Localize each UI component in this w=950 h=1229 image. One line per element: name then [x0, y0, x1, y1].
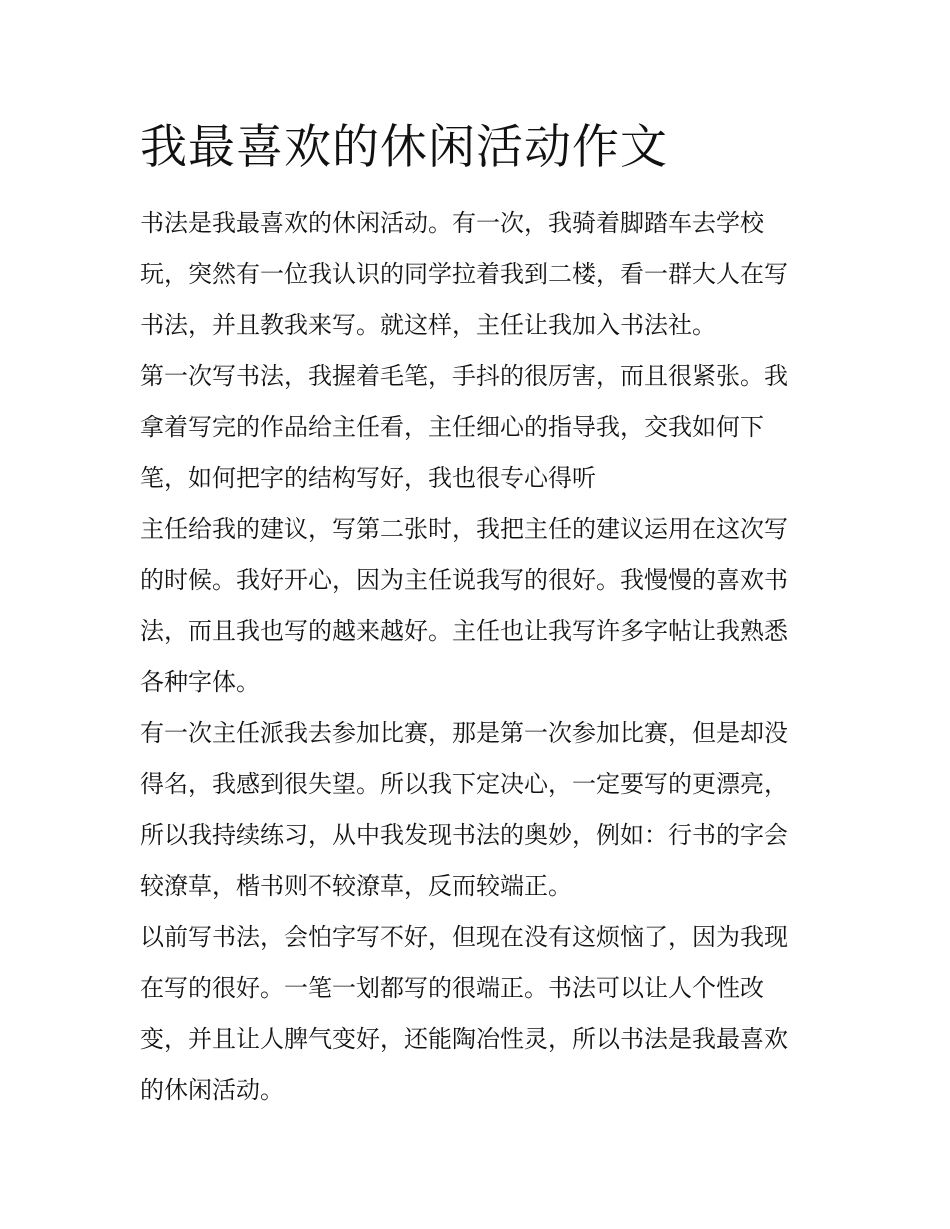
document-page	[140, 112, 815, 1116]
text-line: 的休闲活动。	[140, 1076, 284, 1104]
text-line: 较潦草，楷书则不较潦草，反而较端正。	[140, 872, 572, 900]
paragraph-4	[140, 708, 815, 912]
text-line: 书法，并且教我来写。就这样，主任让我加入书法社。	[140, 311, 716, 339]
text-line: 法，而且我也写的越来越好。主任也让我写许多字帖让我熟悉	[140, 617, 788, 645]
text-line: 的时候。我好开心，因为主任说我写的很好。我慢慢的喜欢书	[140, 566, 788, 594]
paragraph-5	[140, 912, 815, 1116]
paragraph-1	[140, 198, 815, 351]
paragraph-3	[140, 504, 815, 708]
text-line: 得名，我感到很失望。所以我下定决心，一定要写的更漂亮，	[140, 770, 788, 798]
text-line: 有一次主任派我去参加比赛，那是第一次参加比赛，但是却没	[140, 719, 788, 747]
text-line: 所以我持续练习，从中我发现书法的奥妙，例如：行书的字会	[140, 821, 788, 849]
paragraph-2	[140, 351, 815, 504]
text-line: 笔，如何把字的结构写好，我也很专心得听	[140, 464, 596, 492]
text-line: 第一次写书法，我握着毛笔，手抖的很厉害，而且很紧张。我	[140, 362, 788, 390]
text-line: 主任给我的建议，写第二张时，我把主任的建议运用在这次写	[140, 515, 788, 543]
text-line: 各种字体。	[140, 668, 260, 696]
text-line: 玩，突然有一位我认识的同学拉着我到二楼，看一群大人在写	[140, 260, 788, 288]
text-line: 在写的很好。一笔一划都写的很端正。书法可以让人个性改	[140, 974, 764, 1002]
text-line: 变，并且让人脾气变好，还能陶冶性灵，所以书法是我最喜欢	[140, 1025, 788, 1053]
text-line: 书法是我最喜欢的休闲活动。有一次，我骑着脚踏车去学校	[140, 209, 764, 237]
document-title: 我最喜欢的休闲活动作文	[140, 120, 668, 175]
text-line: 以前写书法，会怕字写不好，但现在没有这烦恼了，因为我现	[140, 923, 788, 951]
text-line: 拿着写完的作品给主任看，主任细心的指导我，交我如何下	[140, 413, 764, 441]
